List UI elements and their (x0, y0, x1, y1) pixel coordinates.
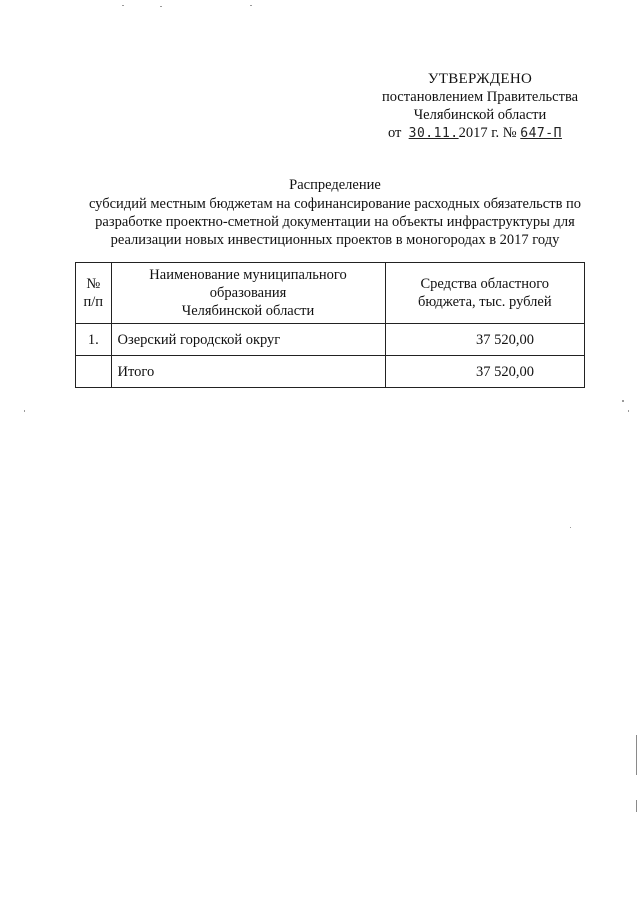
row-name: Озерский городской округ (111, 324, 385, 356)
total-num (76, 356, 112, 388)
year-text: 2017 г. № (458, 125, 517, 141)
scan-speck (24, 410, 25, 412)
approval-line-resolution: постановлением Правительства (381, 89, 579, 105)
approval-date-line (360, 124, 600, 143)
header-sum (385, 263, 584, 324)
header-num-line-2: п/п (83, 294, 104, 310)
table-header-row (76, 263, 585, 324)
scan-edge-line (636, 735, 637, 775)
date-prefix: от (388, 125, 402, 141)
title-line-3: реализации новых инвестиционных проектов в моногородах в 2017 году (110, 232, 560, 248)
scan-speck (628, 410, 629, 412)
approval-block (360, 70, 600, 143)
resolution-number: 647-П (520, 126, 562, 141)
row-sum: 37 520,00 (385, 324, 584, 356)
header-name-line-1: Наименование муниципального образования (149, 267, 347, 301)
title-word: Распределение (289, 177, 381, 193)
total-label: Итого (111, 356, 385, 388)
header-sum-line-1: Средства областного (420, 276, 550, 292)
approval-stamp: УТВЕРЖДЕНО (427, 71, 533, 87)
scan-speck (622, 400, 624, 402)
header-sum-line-2: бюджета, тыс. рублей (417, 294, 552, 310)
header-name (111, 263, 385, 324)
table-row (76, 324, 585, 356)
document-title (60, 176, 610, 249)
row-num: 1. (76, 324, 112, 356)
header-num-line-1: № (86, 276, 101, 292)
scan-speck (122, 5, 124, 6)
scan-speck (570, 527, 571, 528)
title-line-1: субсидий местным бюджетам на софинансирование расходных обязательств по (88, 196, 582, 212)
distribution-table (75, 262, 585, 388)
scan-speck (160, 6, 162, 7)
table-total-row (76, 356, 585, 388)
approval-line-region: Челябинской области (413, 107, 547, 123)
scan-edge-line (636, 800, 637, 812)
header-name-line-2: Челябинской области (181, 303, 315, 319)
title-line-2: разработке проектно-сметной документации на объекты инфраструктуры для (95, 214, 575, 230)
scan-speck (250, 5, 252, 6)
total-sum: 37 520,00 (385, 356, 584, 388)
header-num (76, 263, 112, 324)
date-filled: 30.11. (408, 126, 459, 141)
